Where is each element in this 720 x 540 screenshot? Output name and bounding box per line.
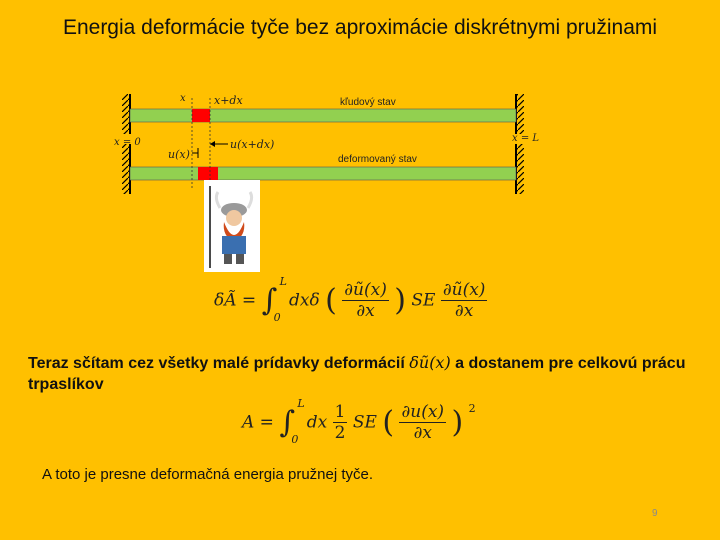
formula-2-num: ∂u(x) (401, 402, 445, 422)
deformed-bar (130, 167, 516, 180)
bar-diagram (110, 88, 560, 198)
formula-2-lhs: A = (242, 412, 274, 433)
deformed-element (198, 167, 218, 180)
label-x: x (180, 93, 186, 104)
label-deformed: deformovaný stav (338, 154, 417, 165)
page-number: 9 (652, 508, 658, 519)
formula-2-half-den: 2 (334, 423, 346, 443)
label-xL: x = L (512, 133, 540, 144)
formula-2-power: 2 (468, 402, 476, 415)
rest-bar (130, 109, 516, 122)
body-paragraph (28, 352, 688, 395)
label-x-dx: x+dx (214, 94, 243, 107)
body-text-1: Teraz sčítam cez všetky malé prídavky deformácií (28, 355, 405, 372)
formula-1-lhs: δÃ = (214, 290, 257, 311)
closing-text: A toto je presne deformačná energia pružnej tyče. (42, 466, 374, 483)
rest-element (192, 109, 210, 122)
formula-2-dx: dx (306, 412, 328, 433)
body-inline-math: δũ(x) (409, 353, 451, 372)
formula-1-lower: 0 (273, 311, 281, 324)
formula-2-lower: 0 (291, 433, 299, 446)
formula-1-se: SE (411, 290, 436, 311)
label-uxdx: u(x+dx) (230, 138, 275, 151)
formula-1-num-2: ∂ũ(x) (442, 280, 486, 300)
slide-title: Energia deformácie tyče bez aproximácie diskrétnymi pružinami (62, 16, 658, 39)
label-ux: u(x) (168, 148, 190, 161)
dwarf-figurine-icon (204, 180, 260, 272)
formula-1-integrand: dxδ (288, 290, 320, 311)
formula-delta-work: δÃ = ∫ L 0 dxδ ( $\frac{\partial ũ(x)}{\partial x}$ ) SE $\frac{\partial ũ(x)}{\partial x}$ (214, 275, 486, 324)
formula-2-half-num: 1 (334, 402, 346, 422)
right-wall (516, 94, 524, 194)
formula-2-upper: L (297, 397, 305, 410)
body-text-2: a dostanem pre celkovú prácu trpaslíkov (28, 355, 686, 393)
formula-1-den-2: ∂x (454, 301, 474, 321)
dwarf-photo (204, 180, 260, 272)
formula-total-work: A = ∫ L 0 dx $\frac{1}{2}$ SE ( $\frac{\partial u(x)}{\partial x}$ ) $^2$ (242, 397, 476, 446)
formula-1-upper: L (279, 275, 287, 288)
formula-1-num-1: ∂ũ(x) (344, 280, 387, 300)
formula-2-den: ∂x (413, 423, 432, 443)
label-x0: x = 0 (114, 137, 141, 148)
formula-1-den-1: ∂x (356, 301, 375, 321)
label-rest: kľudový stav (340, 97, 396, 108)
formula-2-se: SE (352, 412, 377, 433)
